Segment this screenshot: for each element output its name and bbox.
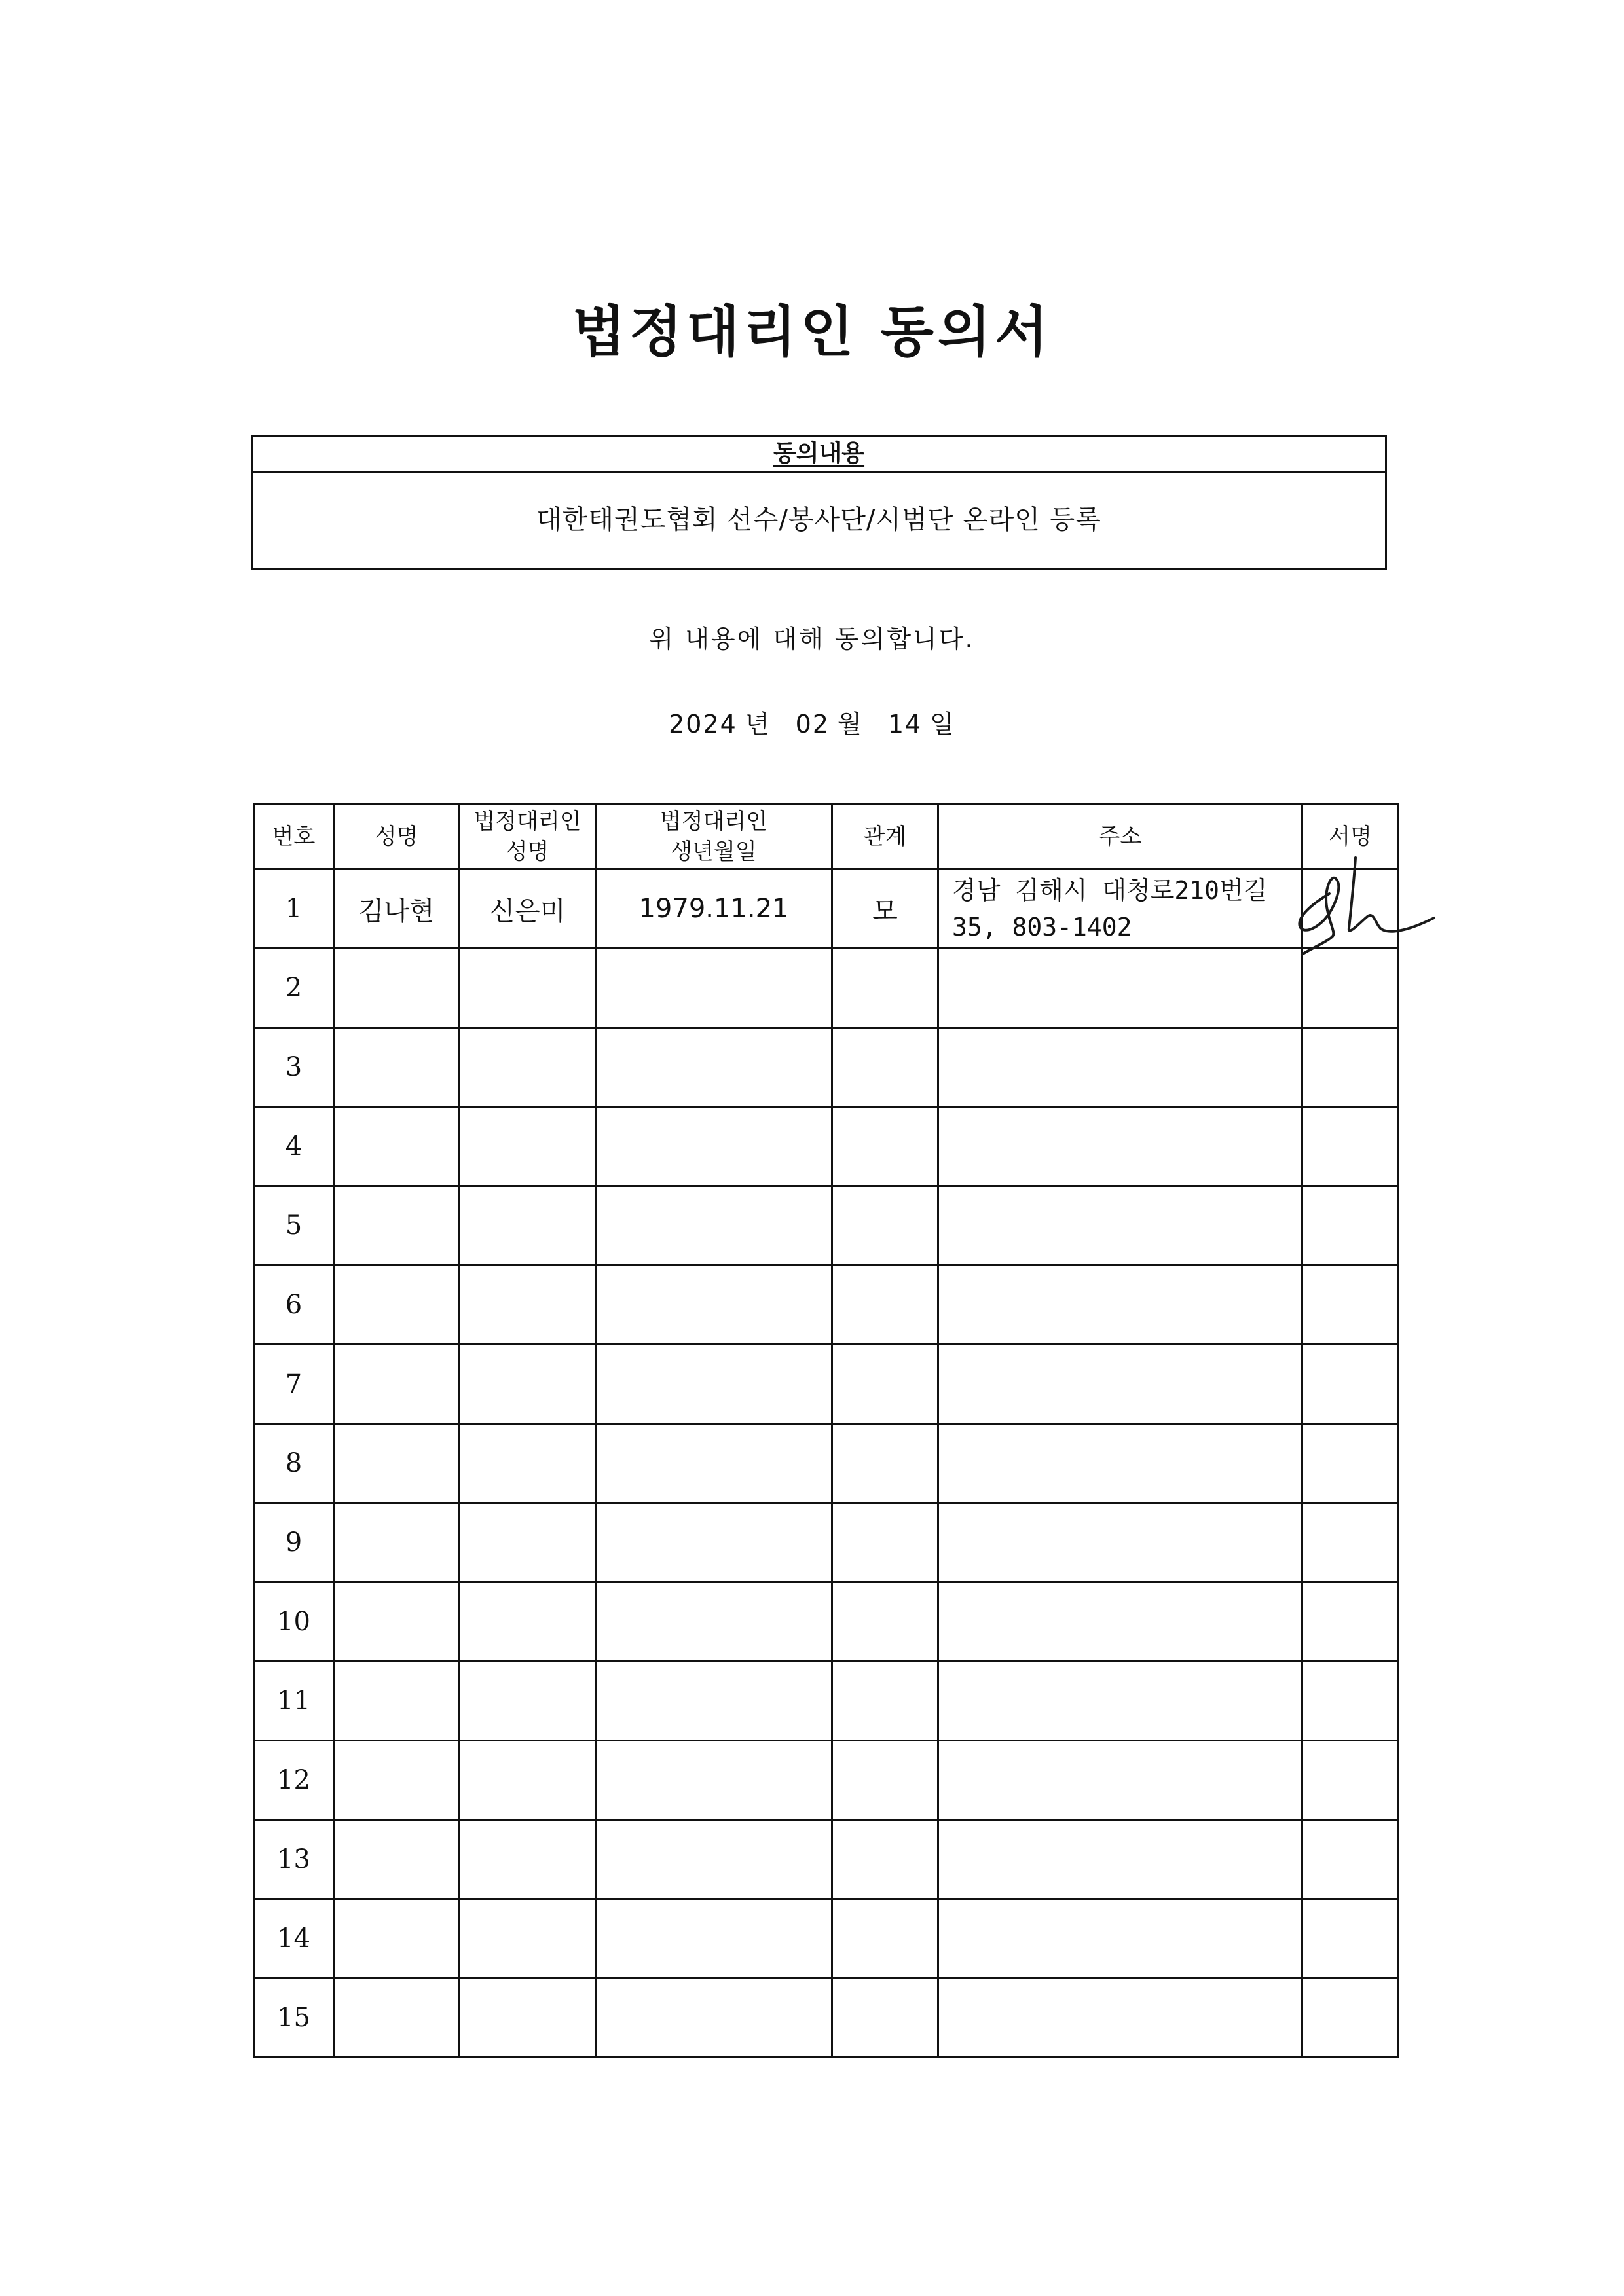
cell-guardian-name	[460, 1741, 596, 1820]
header-relation: 관계	[832, 804, 938, 869]
cell-guardian-birth	[596, 1266, 832, 1345]
cell-signature	[1302, 1662, 1399, 1741]
table-row	[254, 1345, 1399, 1424]
table-row	[254, 1107, 1399, 1186]
cell-relation	[832, 1424, 938, 1503]
cell-no: 13	[254, 1820, 334, 1899]
table-row	[254, 1978, 1399, 2058]
cell-guardian-birth	[596, 1899, 832, 1978]
cell-signature	[1302, 1186, 1399, 1266]
cell-signature	[1302, 1107, 1399, 1186]
header-guardian-birth-line2: 생년월일	[671, 838, 757, 865]
cell-no: 14	[254, 1899, 334, 1978]
cell-guardian-birth	[596, 1582, 832, 1662]
page-title: 법정대리인 동의서	[572, 300, 1052, 364]
cell-address-line1: 경남 김해시 대청로210번길	[952, 876, 1268, 905]
cell-guardian-birth	[596, 1662, 832, 1741]
cell-no: 10	[254, 1582, 334, 1662]
cell-address-line2: 35, 803-1402	[952, 913, 1132, 941]
cell-relation	[832, 1978, 938, 2058]
cell-signature	[1302, 1266, 1399, 1345]
date-month: 02	[795, 710, 830, 738]
cell-guardian-name	[460, 1107, 596, 1186]
date-year-unit: 년	[745, 710, 771, 738]
cell-no: 1	[254, 869, 334, 949]
cell-signature	[1302, 1978, 1399, 2058]
cell-relation	[832, 1582, 938, 1662]
cell-address	[938, 1820, 1302, 1899]
cell-address	[938, 1899, 1302, 1978]
cell-name	[334, 1899, 460, 1978]
cell-signature	[1302, 1503, 1399, 1582]
cell-guardian-birth: 1979.11.21	[596, 869, 832, 949]
cell-no: 9	[254, 1503, 334, 1582]
header-address: 주소	[938, 804, 1302, 869]
cell-name	[334, 1503, 460, 1582]
cell-relation	[832, 1266, 938, 1345]
table-row	[254, 1424, 1399, 1503]
cell-no: 2	[254, 949, 334, 1028]
cell-guardian-name	[460, 1503, 596, 1582]
cell-guardian-name: 신은미	[460, 869, 596, 949]
cell-address	[938, 1741, 1302, 1820]
cell-address	[938, 1345, 1302, 1424]
cell-address	[938, 1107, 1302, 1186]
header-guardian-name-line2: 성명	[506, 838, 549, 865]
cell-guardian-birth	[596, 1107, 832, 1186]
cell-address	[938, 1978, 1302, 2058]
table-row	[254, 1820, 1399, 1899]
cell-address	[938, 869, 1302, 949]
table-row	[254, 1028, 1399, 1107]
cell-guardian-name	[460, 1899, 596, 1978]
cell-guardian-birth	[596, 1186, 832, 1266]
cell-no: 12	[254, 1741, 334, 1820]
cell-address	[938, 1503, 1302, 1582]
cell-name	[334, 1978, 460, 2058]
cell-relation	[832, 1503, 938, 1582]
header-guardian-birth	[596, 804, 832, 869]
cell-name	[334, 1107, 460, 1186]
cell-no: 4	[254, 1107, 334, 1186]
table-row	[254, 1582, 1399, 1662]
cell-name: 김나현	[334, 869, 460, 949]
consent-box	[251, 435, 1387, 570]
cell-address	[938, 1662, 1302, 1741]
cell-name	[334, 1345, 460, 1424]
table-body	[254, 869, 1399, 2058]
cell-name	[334, 1582, 460, 1662]
table-header-row	[254, 804, 1399, 869]
cell-name	[334, 1424, 460, 1503]
consent-header	[253, 437, 1385, 473]
cell-no: 8	[254, 1424, 334, 1503]
cell-relation	[832, 1345, 938, 1424]
table-row	[254, 1266, 1399, 1345]
cell-name	[334, 1186, 460, 1266]
cell-address	[938, 1028, 1302, 1107]
header-name: 성명	[334, 804, 460, 869]
cell-address	[938, 1186, 1302, 1266]
cell-signature	[1302, 1582, 1399, 1662]
table-row	[254, 1741, 1399, 1820]
cell-guardian-birth	[596, 1978, 832, 2058]
cell-guardian-birth	[596, 1028, 832, 1107]
cell-guardian-birth	[596, 1503, 832, 1582]
cell-guardian-name	[460, 1820, 596, 1899]
cell-address	[938, 1266, 1302, 1345]
cell-guardian-name	[460, 1582, 596, 1662]
cell-guardian-name	[460, 1978, 596, 2058]
date-year: 2024	[669, 710, 737, 738]
cell-relation	[832, 1662, 938, 1741]
cell-name	[334, 1662, 460, 1741]
table-row	[254, 1186, 1399, 1266]
cell-guardian-name	[460, 1186, 596, 1266]
cell-no: 3	[254, 1028, 334, 1107]
header-guardian-name	[460, 804, 596, 869]
header-guardian-birth-line1: 법정대리인	[659, 808, 768, 835]
table-row	[254, 1899, 1399, 1978]
cell-relation	[832, 1741, 938, 1820]
cell-relation	[832, 1820, 938, 1899]
date-month-unit: 월	[838, 710, 863, 738]
cell-signature	[1302, 1899, 1399, 1978]
table-row	[254, 869, 1399, 949]
cell-relation	[832, 949, 938, 1028]
cell-address	[938, 949, 1302, 1028]
agree-statement: 위 내용에 대해 동의합니다.	[649, 625, 975, 653]
cell-signature	[1302, 1820, 1399, 1899]
header-signature: 서명	[1302, 804, 1399, 869]
cell-name	[334, 1820, 460, 1899]
header-guardian-name-line1: 법정대리인	[473, 808, 581, 835]
guardian-table	[253, 803, 1399, 2058]
cell-guardian-birth	[596, 1345, 832, 1424]
date-day: 14	[887, 710, 923, 738]
cell-guardian-birth	[596, 1741, 832, 1820]
cell-relation	[832, 1107, 938, 1186]
date-line	[0, 704, 1624, 740]
cell-signature	[1302, 1345, 1399, 1424]
cell-signature	[1302, 1028, 1399, 1107]
header-no: 번호	[254, 804, 334, 869]
cell-no: 11	[254, 1662, 334, 1741]
cell-signature	[1302, 869, 1399, 949]
consent-body: 대한태권도협회 선수/봉사단/시범단 온라인 등록	[536, 505, 1101, 535]
cell-signature	[1302, 1424, 1399, 1503]
cell-relation	[832, 1186, 938, 1266]
cell-guardian-birth	[596, 1424, 832, 1503]
cell-relation	[832, 1899, 938, 1978]
cell-guardian-name	[460, 1028, 596, 1107]
cell-name	[334, 949, 460, 1028]
cell-name	[334, 1028, 460, 1107]
cell-guardian-name	[460, 949, 596, 1028]
cell-no: 5	[254, 1186, 334, 1266]
cell-guardian-birth	[596, 1820, 832, 1899]
cell-signature	[1302, 949, 1399, 1028]
cell-no: 15	[254, 1978, 334, 2058]
table-row	[254, 1503, 1399, 1582]
cell-address	[938, 1424, 1302, 1503]
cell-signature	[1302, 1741, 1399, 1820]
date-day-unit: 일	[930, 710, 955, 738]
cell-no: 7	[254, 1345, 334, 1424]
cell-guardian-name	[460, 1266, 596, 1345]
cell-no: 6	[254, 1266, 334, 1345]
cell-guardian-name	[460, 1424, 596, 1503]
cell-guardian-birth	[596, 949, 832, 1028]
cell-relation: 모	[832, 869, 938, 949]
consent-header-label: 동의내용	[773, 440, 865, 467]
cell-guardian-name	[460, 1662, 596, 1741]
table-row	[254, 949, 1399, 1028]
cell-address	[938, 1582, 1302, 1662]
cell-name	[334, 1266, 460, 1345]
cell-name	[334, 1741, 460, 1820]
table-row	[254, 1662, 1399, 1741]
cell-relation	[832, 1028, 938, 1107]
cell-guardian-name	[460, 1345, 596, 1424]
